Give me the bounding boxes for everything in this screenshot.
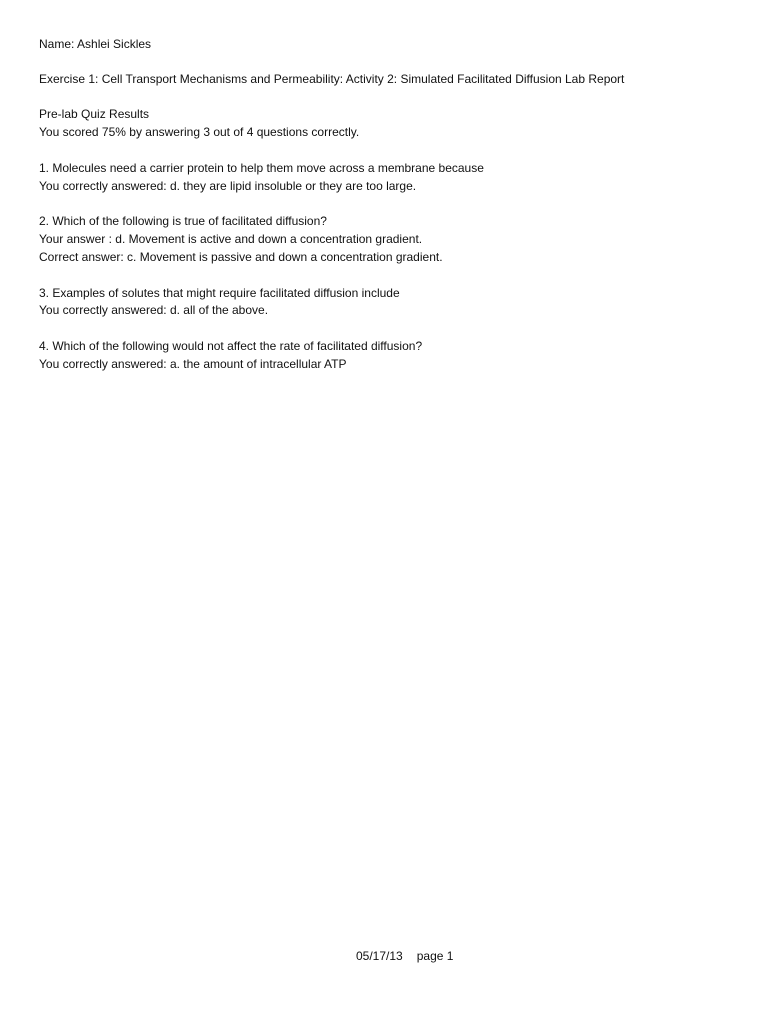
answer-4: You correctly answered: a. the amount of intracellular ATP [39, 357, 347, 371]
answer-3: You correctly answered: d. all of the above. [39, 303, 269, 317]
student-name: Name: Ashlei Sickles [39, 37, 152, 51]
footer-page-number: page 1 [416, 949, 454, 963]
footer-date: 05/17/13 [356, 949, 403, 963]
correct-answer-2: Correct answer: c. Movement is passive and down a concentration gradient. [39, 250, 443, 264]
answer-1: You correctly answered: d. they are lipid insoluble or they are too large. [39, 179, 417, 193]
exercise-title: Exercise 1: Cell Transport Mechanisms and Permeability: Activity 2: Simulated Facilitated Diffusion Lab Report [39, 72, 625, 86]
question-1: 1. Molecules need a carrier protein to help them move across a membrane because [39, 161, 484, 175]
your-answer-2: Your answer : d. Movement is active and down a concentration gradient. [39, 232, 423, 246]
question-3: 3. Examples of solutes that might require facilitated diffusion include [39, 286, 400, 300]
question-4: 4. Which of the following would not affect the rate of facilitated diffusion? [39, 339, 423, 353]
page-footer [356, 948, 453, 964]
quiz-heading: Pre-lab Quiz Results [39, 107, 150, 121]
question-2: 2. Which of the following is true of facilitated diffusion? [39, 214, 327, 228]
quiz-score: You scored 75% by answering 3 out of 4 questions correctly. [39, 125, 360, 139]
